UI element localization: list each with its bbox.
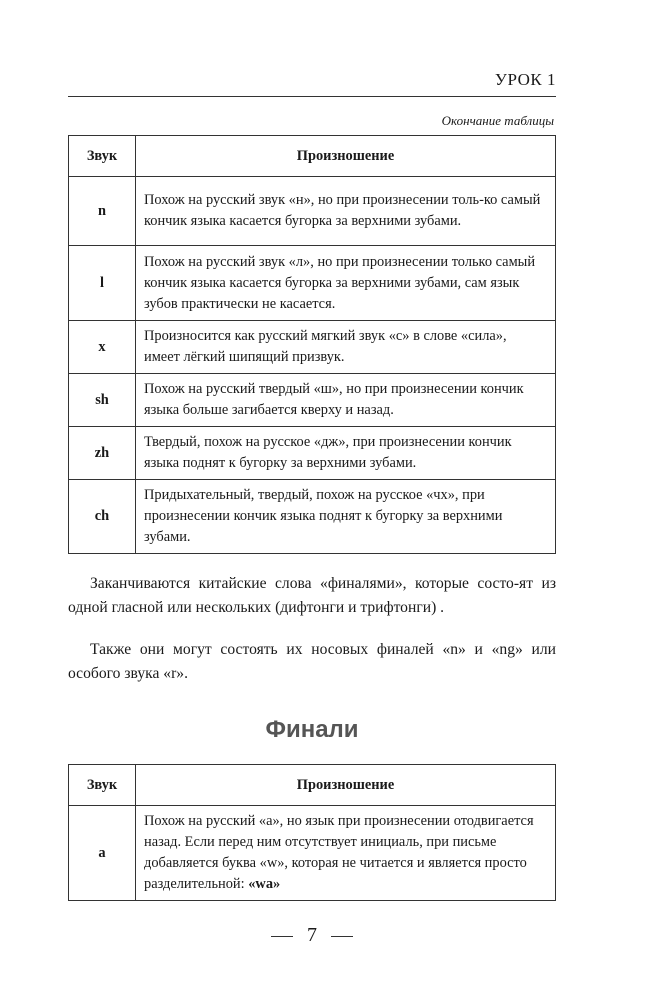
- sound-cell: l: [69, 246, 136, 321]
- sound-cell: sh: [69, 374, 136, 427]
- sound-cell: x: [69, 321, 136, 374]
- pronunciation-cell: Похож на русский звук «л», но при произнесении только самый кончик языка касается бугорка за верхними зубами, сам язык зубов практически не касается.: [136, 246, 556, 321]
- section-heading: Финали: [265, 716, 359, 743]
- footer-dash-right: [331, 936, 353, 937]
- page-number: 7: [307, 924, 317, 946]
- column-header-pronunciation: Произношение: [136, 136, 556, 177]
- column-header-sound: Звук: [69, 136, 136, 177]
- initials-table: [68, 135, 556, 554]
- example-syllable: «wa»: [248, 876, 281, 892]
- pronunciation-cell: Похож на русский звук «н», но при произнесении толь-ко самый кончик языка касается бугорка за верхними зубами.: [136, 177, 556, 246]
- table-header-row: [69, 765, 556, 806]
- table-row: [69, 374, 556, 427]
- sound-cell: ch: [69, 480, 136, 554]
- pronunciation-cell: Твердый, похож на русское «дж», при произнесении кончик языка поднят к бугорку за верхними зубами.: [136, 427, 556, 480]
- column-header-sound: Звук: [69, 765, 136, 806]
- header-rule: [68, 96, 556, 97]
- pronunciation-cell: [136, 806, 556, 901]
- body-paragraph: Заканчиваются китайские слова «финалями», которые состо-ят из одной гласной или нескольких (дифтонги и трифтонги) .: [68, 575, 556, 616]
- pronunciation-cell: Придыхательный, твердый, похож на русское «чх», при произнесении кончик языка поднят к бугорку за верхними зубами.: [136, 480, 556, 554]
- table-row: [69, 427, 556, 480]
- pronunciation-text: Похож на русский «а», но язык при произнесении отодвигается назад. Если перед ним отсутствует инициаль, при письме добавляется буква «w», которая не читается и является просто разделительной:: [144, 813, 534, 892]
- sound-cell: zh: [69, 427, 136, 480]
- pronunciation-cell: Похож на русский твердый «ш», но при произнесении кончик языка больше загибается кверху и назад.: [136, 374, 556, 427]
- finals-table: [68, 764, 556, 901]
- table-row: [69, 321, 556, 374]
- body-paragraph: Также они могут состоять их носовых финалей «n» и «ng» или особого звука «r».: [68, 641, 556, 682]
- table-continuation-note: Окончание таблицы: [441, 113, 554, 128]
- page-footer: [68, 924, 556, 947]
- footer-dash-left: [271, 936, 293, 937]
- table-row: [69, 177, 556, 246]
- table-row: [69, 246, 556, 321]
- pronunciation-cell: Произносится как русский мягкий звук «с» в слове «сила», имеет лёгкий шипящий призвук.: [136, 321, 556, 374]
- running-head: УРОК 1: [494, 70, 556, 89]
- table-header-row: [69, 136, 556, 177]
- table-row: [69, 480, 556, 554]
- sound-cell: n: [69, 177, 136, 246]
- table-row: [69, 806, 556, 901]
- sound-cell: a: [69, 806, 136, 901]
- column-header-pronunciation: Произношение: [136, 765, 556, 806]
